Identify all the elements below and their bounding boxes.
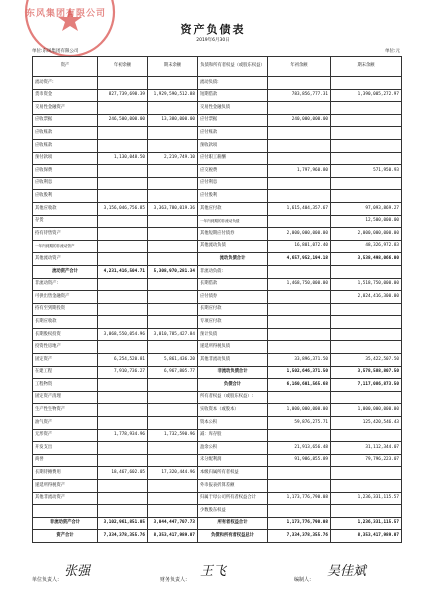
liab-begin-cell: 1,468,750,000.00 [268, 278, 331, 291]
liab-begin-cell: 21,913,656.48 [268, 442, 331, 455]
liab-begin-cell: 1,615,404,357.67 [268, 202, 331, 215]
asset-end-cell: 3,010,785,427.84 [148, 328, 198, 341]
liab-begin-cell [268, 190, 331, 203]
preparer-label: 编制人： [294, 577, 315, 583]
liab-end-cell: 3,538,498,066.00 [331, 253, 402, 266]
finance-signature: 王飞 [200, 564, 227, 579]
table-header [33, 57, 402, 77]
liab-label-cell: 应付票据 [198, 114, 268, 127]
asset-end-cell [148, 417, 198, 430]
liab-end-cell: 1,236,331,115.57 [331, 492, 402, 505]
table-row [33, 480, 402, 493]
liab-begin-cell [268, 77, 331, 90]
asset-begin-cell [98, 480, 148, 493]
liab-begin-cell: 4,657,952,194.18 [268, 253, 331, 266]
asset-end-cell: 2,219,749.10 [148, 152, 198, 165]
report-date: 2019年6月30日 [196, 38, 230, 43]
asset-end-cell [148, 404, 198, 417]
liab-end-cell [331, 265, 402, 278]
asset-end-cell: 1,732,590.96 [148, 429, 198, 442]
asset-begin-cell [98, 77, 148, 90]
liab-end-cell [331, 190, 402, 203]
liab-end-cell [331, 467, 402, 480]
table-row [33, 89, 402, 102]
asset-begin-cell: 3,102,961,851.05 [98, 517, 148, 530]
liab-begin-cell: 33,896,371.50 [268, 354, 331, 367]
liab-label-cell: 其他非流动负债 [198, 354, 268, 367]
liab-end-cell: 2,000,000,000.00 [331, 228, 402, 241]
asset-begin-cell [98, 454, 148, 467]
asset-begin-cell: 18,467,602.05 [98, 467, 148, 480]
asset-end-cell [148, 291, 198, 304]
asset-begin-cell [98, 417, 148, 430]
liab-begin-cell: 2,000,000,000.00 [268, 228, 331, 241]
asset-end-cell [148, 165, 198, 178]
asset-begin-cell: 7,910,736.27 [98, 366, 148, 379]
table-row [33, 303, 402, 316]
table-row [33, 530, 402, 543]
liab-end-cell [331, 152, 402, 165]
asset-begin-cell [98, 505, 148, 518]
asset-begin-cell: 6,254,520.81 [98, 354, 148, 367]
asset-label-cell: 递延所得税资产 [33, 480, 98, 493]
asset-end-cell [148, 492, 198, 505]
liab-end-cell: 35,422,507.50 [331, 354, 402, 367]
header-liab: 负债和所有者权益（或股东权益） [198, 57, 268, 77]
table-row [33, 429, 402, 442]
liab-begin-cell [268, 467, 331, 480]
asset-begin-cell: 1,778,934.96 [98, 429, 148, 442]
liab-begin-cell [268, 480, 331, 493]
asset-begin-cell [98, 404, 148, 417]
asset-label-cell: 持有至到期投资 [33, 303, 98, 316]
asset-label-cell: 存货 [33, 215, 98, 228]
asset-begin-cell [98, 240, 148, 253]
company-label: 单位:东风集团有限公司 [32, 49, 79, 54]
liab-end-cell [331, 139, 402, 152]
asset-end-cell [148, 139, 198, 152]
asset-label-cell: 在建工程 [33, 366, 98, 379]
asset-end-cell [148, 77, 198, 90]
liab-label-cell: 专项应付款 [198, 316, 268, 329]
liab-begin-cell: 240,000,000.00 [268, 114, 331, 127]
table-row [33, 328, 402, 341]
asset-begin-cell: 7,334,378,355.76 [98, 530, 148, 543]
asset-label-cell: 长期股权投资 [33, 328, 98, 341]
asset-end-cell [148, 102, 198, 115]
asset-end-cell: 8,353,417,989.07 [148, 530, 198, 543]
asset-label-cell: 持有待售资产 [33, 228, 98, 241]
asset-end-cell [148, 379, 198, 392]
liab-label-cell: 少数股东权益 [198, 505, 268, 518]
table-row [33, 517, 402, 530]
table-row [33, 215, 402, 228]
asset-begin-cell [98, 253, 148, 266]
liab-begin-cell: 91,986,855.89 [268, 454, 331, 467]
liab-end-cell [331, 328, 402, 341]
liab-end-cell [331, 77, 402, 90]
liab-label-cell: 未分配利润 [198, 454, 268, 467]
asset-end-cell [148, 391, 198, 404]
table-row [33, 177, 402, 190]
header-liab-end: 期末余额 [331, 57, 402, 77]
liab-label-cell: 长期借款 [198, 278, 268, 291]
asset-end-cell: 13,380,000.00 [148, 114, 198, 127]
asset-end-cell [148, 480, 198, 493]
asset-label-cell: 无形资产 [33, 429, 98, 442]
liab-end-cell [331, 303, 402, 316]
liab-begin-cell: 783,856,777.31 [268, 89, 331, 102]
liab-end-cell [331, 391, 402, 404]
liab-begin-cell [268, 316, 331, 329]
liab-begin-cell: 1,000,000,000.00 [268, 404, 331, 417]
asset-begin-cell [98, 303, 148, 316]
asset-end-cell [148, 228, 198, 241]
asset-begin-cell [98, 177, 148, 190]
liab-label-cell: 减：库存股 [198, 429, 268, 442]
liab-label-cell: 实收资本（或股本） [198, 404, 268, 417]
liab-label-cell: 外币报表折算差额 [198, 480, 268, 493]
liab-end-cell: 3,578,588,807.50 [331, 366, 402, 379]
asset-begin-cell: 1,130,048.50 [98, 152, 148, 165]
liab-begin-cell [268, 177, 331, 190]
table-row [33, 404, 402, 417]
table-row [33, 253, 402, 266]
asset-label-cell: 投资性房地产 [33, 341, 98, 354]
liab-begin-cell [268, 139, 331, 152]
liab-end-cell: 1,000,000,000.00 [331, 404, 402, 417]
table-row [33, 139, 402, 152]
table-row [33, 228, 402, 241]
asset-label-cell: 长期应收款 [33, 316, 98, 329]
header-asset-end: 期末余额 [148, 57, 198, 77]
table-row [33, 467, 402, 480]
table-row [33, 114, 402, 127]
table-row [33, 379, 402, 392]
finance-label: 财务负责人： [160, 577, 191, 583]
header-asset-begin: 年初余额 [98, 57, 148, 77]
asset-label-cell: 预付款项 [33, 152, 98, 165]
table-row [33, 316, 402, 329]
asset-begin-cell [98, 190, 148, 203]
asset-label-cell: 工程物资 [33, 379, 98, 392]
liab-end-cell: 1,518,750,000.00 [331, 278, 402, 291]
liab-begin-cell: 1,797,960.80 [268, 165, 331, 178]
asset-end-cell: 5,308,970,281.34 [148, 265, 198, 278]
asset-end-cell [148, 303, 198, 316]
liab-begin-cell: 16,801,072.40 [268, 240, 331, 253]
liab-begin-cell [268, 127, 331, 140]
asset-label-cell: 应收保费 [33, 165, 98, 178]
seal-text: 东风集团有限公司 [26, 9, 107, 19]
table-row [33, 77, 402, 90]
asset-end-cell [148, 341, 198, 354]
asset-end-cell [148, 278, 198, 291]
liab-label-cell: 流动负债合计 [198, 253, 268, 266]
asset-begin-cell [98, 228, 148, 241]
asset-label-cell: 应收票据 [33, 114, 98, 127]
liab-label-cell: 本级归属所有者权益 [198, 467, 268, 480]
liab-end-cell [331, 480, 402, 493]
asset-end-cell: 6,967,805.77 [148, 366, 198, 379]
table-row [33, 492, 402, 505]
table-row [33, 165, 402, 178]
asset-label-cell: 长期待摊费用 [33, 467, 98, 480]
table-row [33, 391, 402, 404]
asset-begin-cell [98, 165, 148, 178]
asset-end-cell: 17,320,444.96 [148, 467, 198, 480]
table-row [33, 366, 402, 379]
table-row [33, 291, 402, 304]
asset-label-cell [33, 505, 98, 518]
liab-label-cell: 负债和所有者权益总计 [198, 530, 268, 543]
table-row [33, 417, 402, 430]
asset-label-cell: 开发支出 [33, 442, 98, 455]
liab-label-cell: 预计负债 [198, 328, 268, 341]
liab-begin-cell: 1,502,646,371.50 [268, 366, 331, 379]
liab-begin-cell [268, 102, 331, 115]
liab-end-cell [331, 505, 402, 518]
liab-label-cell: 归属于母公司所有者权益合计 [198, 492, 268, 505]
liab-label-cell: 非流动负债: [198, 265, 268, 278]
liab-label-cell: 交易性金融负债 [198, 102, 268, 115]
liab-begin-cell [268, 303, 331, 316]
asset-label-cell: 流动资产: [33, 77, 98, 90]
liab-end-cell [331, 316, 402, 329]
asset-end-cell [148, 442, 198, 455]
asset-label-cell: 一年内到期的非流动资产 [33, 240, 98, 253]
liab-label-cell: 应付账款 [198, 127, 268, 140]
liab-end-cell: 97,093,869.27 [331, 202, 402, 215]
asset-label-cell: 非流动资产: [33, 278, 98, 291]
table-row [33, 102, 402, 115]
asset-begin-cell [98, 442, 148, 455]
liab-label-cell: 所有者权益（或股东权益）: [198, 391, 268, 404]
liab-begin-cell [268, 215, 331, 228]
liab-label-cell: 所有者权益合计 [198, 517, 268, 530]
asset-begin-cell [98, 492, 148, 505]
preparer-signature: 吴佳斌 [327, 564, 367, 579]
asset-begin-cell: 246,500,000.00 [98, 114, 148, 127]
liab-end-cell: 31,112,344.07 [331, 442, 402, 455]
liab-label-cell: 非流动负债合计 [198, 366, 268, 379]
asset-begin-cell [98, 102, 148, 115]
liab-begin-cell [268, 152, 331, 165]
asset-begin-cell [98, 379, 148, 392]
table-row [33, 152, 402, 165]
table-row [33, 505, 402, 518]
asset-begin-cell [98, 215, 148, 228]
asset-label-cell: 固定资产 [33, 354, 98, 367]
asset-label-cell: 其他非流动资产 [33, 492, 98, 505]
page-title: 资产负债表 [180, 23, 246, 36]
asset-label-cell: 非流动资产合计 [33, 517, 98, 530]
asset-label-cell: 资产合计 [33, 530, 98, 543]
liab-begin-cell [268, 291, 331, 304]
asset-end-cell [148, 253, 198, 266]
asset-label-cell: 应收账款 [33, 139, 98, 152]
table-row [33, 202, 402, 215]
liab-end-cell: 7,117,086,873.50 [331, 379, 402, 392]
asset-end-cell [148, 316, 198, 329]
asset-label-cell: 固定资产清理 [33, 391, 98, 404]
asset-begin-cell [98, 127, 148, 140]
liab-label-cell: 应付债券 [198, 291, 268, 304]
liab-label-cell: 长期应付款 [198, 303, 268, 316]
table-row [33, 278, 402, 291]
asset-begin-cell [98, 291, 148, 304]
liab-end-cell [331, 341, 402, 354]
liab-label-cell: 盈余公积 [198, 442, 268, 455]
asset-begin-cell: 3,068,550,054.96 [98, 328, 148, 341]
liab-begin-cell: 1,173,776,790.08 [268, 517, 331, 530]
asset-end-cell: 5,861,436.20 [148, 354, 198, 367]
asset-label-cell: 应收账款 [33, 127, 98, 140]
asset-end-cell: 3,363,780,019.36 [148, 202, 198, 215]
liab-end-cell: 2,024,416,300.00 [331, 291, 402, 304]
asset-end-cell: 1,929,590,512.88 [148, 89, 198, 102]
liab-label-cell: 资本公积 [198, 417, 268, 430]
asset-label-cell: 生产性生物资产 [33, 404, 98, 417]
liab-label-cell: 其他应付款 [198, 202, 268, 215]
asset-end-cell [148, 177, 198, 190]
table-row [33, 240, 402, 253]
asset-begin-cell: 4,231,416,504.71 [98, 265, 148, 278]
liab-begin-cell [268, 341, 331, 354]
liab-end-cell [331, 177, 402, 190]
table-row [33, 127, 402, 140]
liab-end-cell [331, 102, 402, 115]
asset-end-cell: 3,044,447,707.73 [148, 517, 198, 530]
liab-label-cell: 应付股利 [198, 190, 268, 203]
asset-label-cell: 其他应收款 [33, 202, 98, 215]
liab-begin-cell [268, 429, 331, 442]
asset-label-cell: 应收利息 [33, 177, 98, 190]
liab-label-cell: 负债合计 [198, 379, 268, 392]
asset-label-cell: 可供出售金融资产 [33, 291, 98, 304]
liab-end-cell: 12,500,000.00 [331, 215, 402, 228]
liab-label-cell: 短期借款 [198, 89, 268, 102]
table-row [33, 354, 402, 367]
leader-label: 单位负责人： [32, 577, 63, 583]
liab-end-cell: 571,950.93 [331, 165, 402, 178]
liab-begin-cell: 7,334,378,355.76 [268, 530, 331, 543]
table-row [33, 454, 402, 467]
asset-begin-cell: 827,739,698.39 [98, 89, 148, 102]
asset-label-cell: 油气资产 [33, 417, 98, 430]
liab-end-cell: 125,420,546.43 [331, 417, 402, 430]
asset-begin-cell [98, 341, 148, 354]
liab-end-cell [331, 429, 402, 442]
liab-label-cell: 应付利息 [198, 177, 268, 190]
asset-end-cell [148, 127, 198, 140]
liab-begin-cell: 59,876,275.71 [268, 417, 331, 430]
liab-end-cell: 8,353,417,989.07 [331, 530, 402, 543]
asset-begin-cell [98, 139, 148, 152]
liab-end-cell: 1,236,331,115.57 [331, 517, 402, 530]
liab-begin-cell [268, 391, 331, 404]
liab-begin-cell: 1,173,776,790.08 [268, 492, 331, 505]
asset-label-cell: 其他流动资产 [33, 253, 98, 266]
liab-end-cell: 48,326,972.83 [331, 240, 402, 253]
table-row [33, 341, 402, 354]
table-row [33, 190, 402, 203]
asset-label-cell: 货币资金 [33, 89, 98, 102]
liab-end-cell: 79,796,223.07 [331, 454, 402, 467]
liab-label-cell: 其他短期应付债券 [198, 228, 268, 241]
asset-begin-cell [98, 278, 148, 291]
asset-label-cell: 商誉 [33, 454, 98, 467]
liab-label-cell: 其他流动负债 [198, 240, 268, 253]
liab-end-cell [331, 114, 402, 127]
liab-label-cell: 流动负债: [198, 77, 268, 90]
unit-label: 单位:元 [384, 49, 400, 54]
balance-sheet-table [32, 56, 402, 543]
liab-begin-cell: 6,160,601,565.68 [268, 379, 331, 392]
asset-end-cell [148, 240, 198, 253]
asset-end-cell [148, 190, 198, 203]
liab-label-cell: 应付职工薪酬 [198, 152, 268, 165]
liab-label-cell: 应交税费 [198, 165, 268, 178]
liab-end-cell [331, 127, 402, 140]
asset-end-cell [148, 505, 198, 518]
asset-end-cell [148, 215, 198, 228]
table-row [33, 442, 402, 455]
asset-label-cell: 交易性金融资产 [33, 102, 98, 115]
liab-label-cell: 预收款项 [198, 139, 268, 152]
asset-begin-cell: 3,156,046,756.85 [98, 202, 148, 215]
liab-label-cell: 一年内到期的非流动负债 [198, 215, 268, 228]
liab-label-cell: 递延所得税负债 [198, 341, 268, 354]
liab-begin-cell [268, 505, 331, 518]
asset-begin-cell [98, 391, 148, 404]
liab-end-cell: 1,390,005,272.97 [331, 89, 402, 102]
liab-begin-cell [268, 328, 331, 341]
table-row [33, 265, 402, 278]
header-liab-begin: 年初余额 [268, 57, 331, 77]
asset-end-cell [148, 454, 198, 467]
header-asset: 资产 [33, 57, 98, 77]
liab-begin-cell [268, 265, 331, 278]
leader-signature: 张强 [64, 564, 91, 579]
asset-label-cell: 应收股利 [33, 190, 98, 203]
asset-begin-cell [98, 316, 148, 329]
asset-label-cell: 流动资产合计 [33, 265, 98, 278]
